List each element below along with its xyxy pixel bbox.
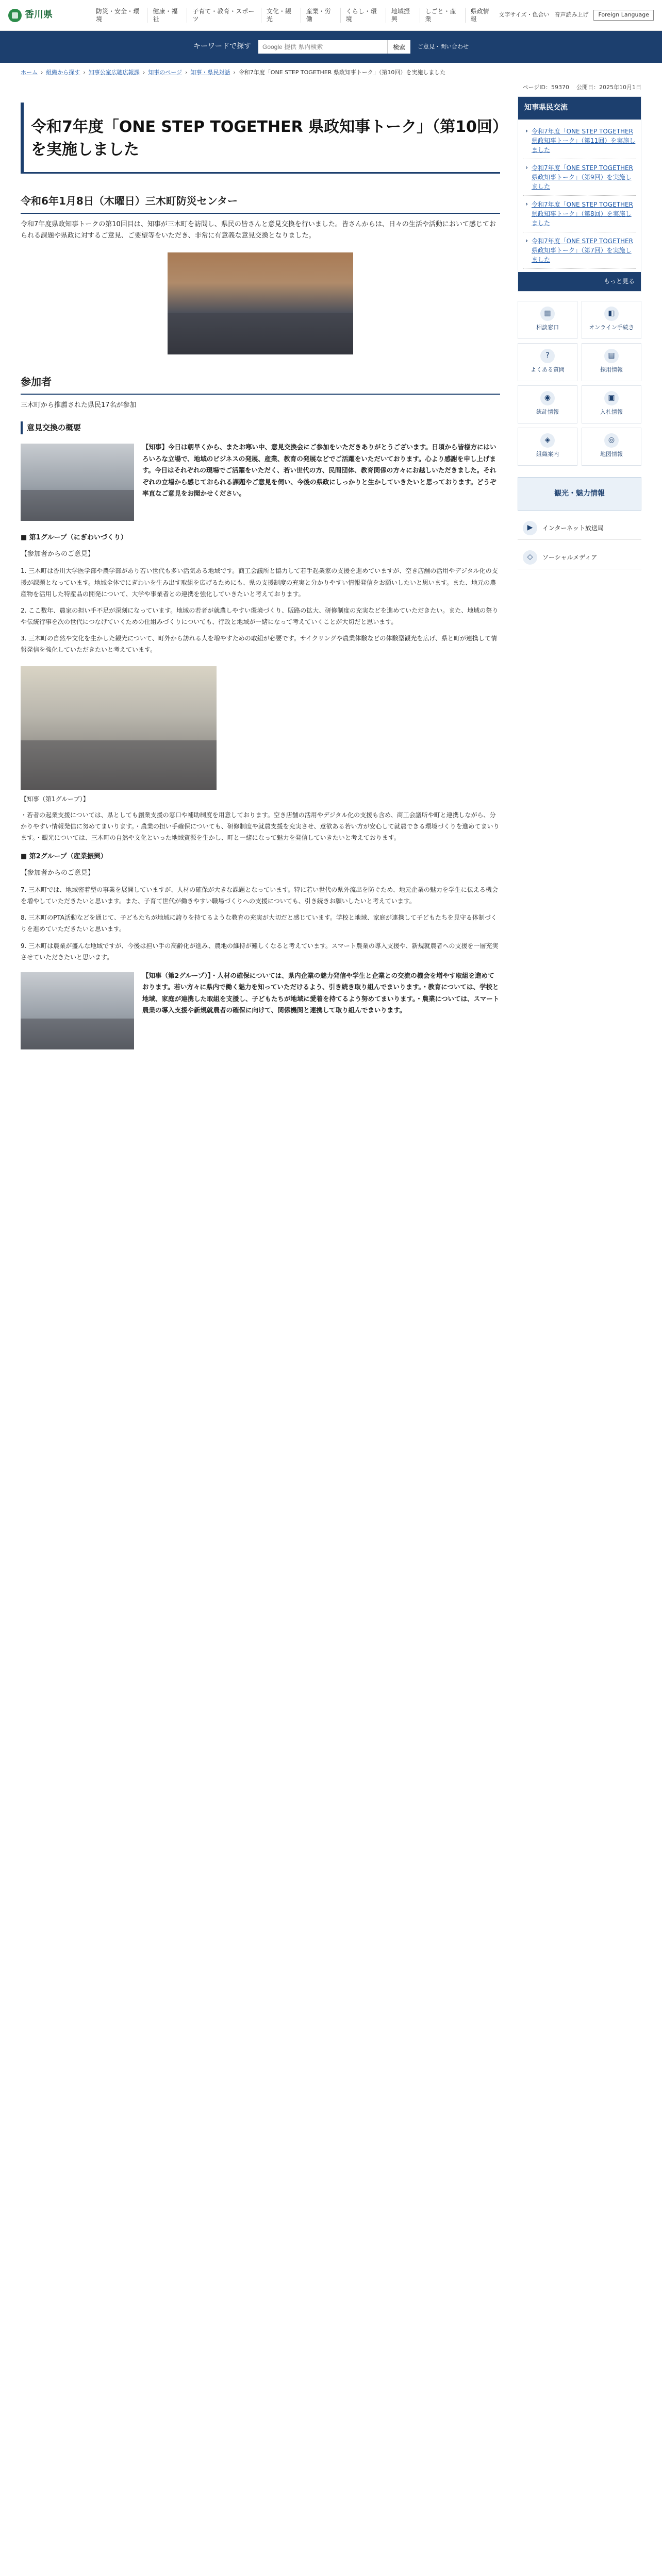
quick-links-grid [518, 301, 641, 466]
breadcrumb-dept[interactable]: 知事公室広聴広報課 [88, 69, 140, 76]
quick-link-map[interactable]: ◎ 地図情報 [582, 428, 641, 466]
governor-opening-text: 【知事】今日は朝早くから、またお寒い中、意見交換会にご参加をいただきありがとうございます。日頃から皆様方にはいろいろな立場で、地域のビジネスの発展、産業、教育の発展などでご活躍をいただいております。心より感謝を申し上げます。今日はそれぞれの現場でご活躍をいただく、若い世代の方、民間団体、教育関係の方々にお越しいただきました。それぞれの立場から感じておられる課題やご意見を伺い、今後の県政にしっかりと生かしていきたいと思っております。どうぞ率直なご意見をお聞かせください。 [142, 443, 496, 498]
quick-link-org[interactable]: ◈ 組織案内 [518, 428, 577, 466]
group1-photo [21, 666, 217, 790]
nav-item-work[interactable]: しごと・産業 [420, 8, 465, 23]
site-logo[interactable] [8, 7, 91, 23]
group2-opinion-1: 7. 三木町では、地域密着型の事業を展開していますが、人材の確保が大きな課題となっています。特に若い世代の県外流出を防ぐため、地元企業の魅力を学生に伝える機会を増やしていただきたいと思います。また、子育て世代が働きやすい職場づくりへの支援についても、引き続きお願いしたいと考えています。 [21, 886, 498, 905]
nav-item-prefgov[interactable]: 県政情報 [465, 8, 499, 23]
global-nav [91, 8, 499, 23]
group1-sub: 【参加者からのご意見】 [21, 550, 95, 558]
search-tip-link[interactable]: ご意見・問い合わせ [418, 43, 469, 50]
quick-link-bid[interactable]: ▣ 入札情報 [582, 385, 641, 423]
event-icon: ◉ [540, 391, 555, 405]
search-input[interactable] [258, 40, 387, 54]
breadcrumb: ホーム › 組織から探す › 知事公室広聴広報課 › 知事のページ › 知事・県民対話 › 令和7年度「ONE STEP TOGETHER 県政知事トーク」（第10回）を実施しました [0, 63, 662, 83]
bid-icon: ▣ [604, 391, 619, 405]
group1-opinion-2: 2. ここ数年、農家の担い手不足が深刻になっています。地域の若者が就農しやすい環境づくり、販路の拡大、研修制度の充実などを進めていただきたい。また、地域の祭りや伝統行事を次の世代につなげていくための仕組みづくりについても、行政と地域が一緒になって考えていくことが大切だと思います。 [21, 606, 499, 626]
group2-opinion-2: 8. 三木町のPTA活動などを通じて、子どもたちが地域に誇りを持てるような教育の充実が大切だと感じています。学校と地域、家庭が連携して子どもたちを見守る体制づくりを進めていただきたいと思います。 [21, 914, 497, 933]
quick-link-consult[interactable]: ▦ 相談窓口 [518, 301, 577, 339]
site-name: 香川県 [25, 9, 53, 21]
intro-text: 令和7年度県政知事トークの第10回目は、知事が三木町を訪問し、県民の皆さんと意見交換を行いました。皆さんからは、日々の生活や活動において感じておられる課題や県政に対するご意見、ご要望等をいただき、非常に有意義な意見交換となりました。 [21, 221, 496, 240]
quick-link-stats[interactable]: ◉ 統計情報 [518, 385, 577, 423]
sidebar-heading: 知事県民交流 [518, 97, 641, 120]
nav-item-region[interactable]: 地域振興 [386, 8, 420, 23]
breadcrumb-org[interactable]: 組織から探す [46, 69, 80, 76]
language-button[interactable]: Foreign Language [593, 10, 654, 20]
group-photo [168, 252, 353, 354]
breadcrumb-home[interactable]: ホーム [21, 69, 38, 76]
updated-date: 公開日：2025年10月1日 [576, 83, 641, 91]
nav-item-life[interactable]: くらし・環境 [340, 8, 386, 23]
search-label: キーワードで探す [193, 42, 251, 51]
map-icon: ◎ [604, 433, 619, 448]
search-button[interactable]: 検索 [387, 40, 410, 54]
group1-opinion-3: 3. 三木町の自然や文化を生かした観光について、町外から訪れる人を増やすための取組が必要です。サイクリングや農業体験などの体験型観光を広げ、県と町が連携して情報発信を強化していただきたいと考えています。 [21, 635, 498, 654]
faq-icon: ? [540, 349, 555, 363]
sidebar-item[interactable] [523, 159, 636, 196]
online-icon: ◧ [604, 307, 619, 321]
sidebar-link[interactable]: 令和7年度「ONE STEP TOGETHER 県政知事トーク」（第8回）を実施しました [532, 201, 633, 227]
monthly-icon: ◈ [540, 433, 555, 448]
quick-link-faq[interactable]: ? よくある質問 [518, 343, 577, 381]
nav-item-health[interactable]: 健康・福祉 [147, 8, 187, 23]
search-box [258, 40, 410, 54]
sidebar-item[interactable] [523, 123, 636, 159]
search-band [0, 31, 662, 63]
main-content [21, 96, 500, 1054]
group2-label: ■ 第2グループ（産業振興） [21, 852, 107, 860]
quick-link-online[interactable]: ◧ オンライン手続き [582, 301, 641, 339]
date-heading: 令和6年1月8日（木曜日）三木町防災センター [21, 192, 500, 214]
speech-link[interactable]: 音声読み上げ [554, 11, 589, 19]
social-media-link[interactable]: ◇ ソーシャルメディア [518, 546, 641, 569]
governor-photo-2 [21, 972, 134, 1049]
page-id: ページID：59370 [522, 83, 569, 91]
participants-text: 三木町から推薦された県民17名が参加 [21, 401, 137, 409]
internet-broadcast-link[interactable]: ▶ インターネット放送局 [518, 517, 641, 540]
report-icon: ▤ [604, 349, 619, 363]
governor-photo [21, 444, 134, 521]
sidebar-more-button[interactable]: もっと見る [518, 272, 641, 291]
governor-reply-2 [21, 970, 500, 1054]
governor-opening [21, 442, 500, 525]
sidebar [518, 96, 641, 1054]
nav-item-safety[interactable]: 防災・安全・環境 [96, 8, 140, 23]
share-icon: ◇ [523, 550, 537, 565]
sidebar-link[interactable]: 令和7年度「ONE STEP TOGETHER 県政知事トーク」（第9回）を実施しました [532, 164, 633, 191]
quick-link-recruit[interactable]: ▤ 採用情報 [582, 343, 641, 381]
nav-item-industry[interactable]: 産業・労働 [301, 8, 340, 23]
meta-row [0, 83, 662, 93]
breadcrumb-dialogue[interactable]: 知事・県民対話 [190, 69, 230, 76]
group2-sub: 【参加者からのご意見】 [21, 869, 95, 877]
sidebar-item[interactable] [523, 232, 636, 269]
group1-reply-heading: 【知事（第1グループ）】 [21, 795, 89, 803]
site-header [0, 0, 662, 31]
breadcrumb-governor[interactable]: 知事のページ [148, 69, 182, 76]
sidebar-link[interactable]: 令和7年度「ONE STEP TOGETHER 県政知事トーク」（第11回）を実施しました [532, 128, 636, 154]
summary-heading: 意見交換の概要 [21, 421, 500, 435]
sidebar-link[interactable]: 令和7年度「ONE STEP TOGETHER 県政知事トーク」（第7回）を実施しました [532, 238, 633, 264]
text-size-link[interactable]: 文字サイズ・色合い [499, 11, 550, 19]
prefecture-emblem-icon [8, 9, 22, 22]
sidebar-related [518, 96, 641, 291]
nav-item-education[interactable]: 子育て・教育・スポーツ [187, 8, 261, 23]
participants-heading: 参加者 [21, 373, 500, 395]
calendar-icon: ▦ [540, 307, 555, 321]
page-title: 令和7年度「ONE STEP TOGETHER 県政知事トーク」（第10回）を実施しました [21, 103, 500, 174]
group2-opinion-3: 9. 三木町は農業が盛んな地域ですが、今後は担い手の高齢化が進み、農地の維持が難しくなると考えています。スマート農業の導入支援や、新規就農者への支援を一層充実させていただきたいと思います。 [21, 942, 499, 961]
breadcrumb-current: 令和7年度「ONE STEP TOGETHER 県政知事トーク」（第10回）を実施しました [238, 69, 446, 76]
sidebar-item[interactable] [523, 196, 636, 232]
group2-reply: 【知事（第2グループ）】・人材の確保については、県内企業の魅力発信や学生と企業との交流の機会を増やす取組を進めております。若い方々に県内で働く魅力を知っていただけるよう、引き続き取り組んでまいります。・教育については、学校と地域、家庭が連携した取組を支援し、子どもたちが地域に愛着を持てるよう努めてまいります。・農業については、スマート農業の導入支援や新規就農者の確保に向けて、関係機関と連携して取り組んでまいります。 [142, 971, 500, 1014]
group1-opinion-1: 1. 三木町は香川大学医学部や農学部があり若い世代も多い活気ある地域です。商工会議所と協力して若手起業家の支援を進めていますが、空き店舗の活用やデジタル化の支援が課題となっています。地域全体でにぎわいを生み出す取組を広げるためにも、県の支援制度の充実と分かりやすい情報発信をお願いしたいと思います。また、地元の農産物を活用した特産品の開発について、大学や事業者との連携を強化していきたいと考えております。 [21, 567, 498, 598]
broadcast-icon: ▶ [523, 521, 537, 535]
nav-item-culture[interactable]: 文化・観光 [261, 8, 301, 23]
group1-reply: ・若者の起業支援については、県としても創業支援の窓口や補助制度を用意しております。空き店舗の活用やデジタル化の支援も含め、商工会議所や町と連携しながら、分かりやすい情報発信に努めてまいります。・農業の担い手確保についても、研修制度や就農支援を充実させ、意欲ある若い方が安心して就農できる環境づくりを進めてまいります。・観光については、三木町の自然や文化といった地域資源を生かし、町と一緒になって魅力を発信していきたいと考えております。 [21, 811, 500, 842]
group1-label: ■ 第1グループ（にぎわいづくり） [21, 534, 127, 542]
tourism-banner[interactable]: 観光・魅力情報 [518, 477, 641, 511]
